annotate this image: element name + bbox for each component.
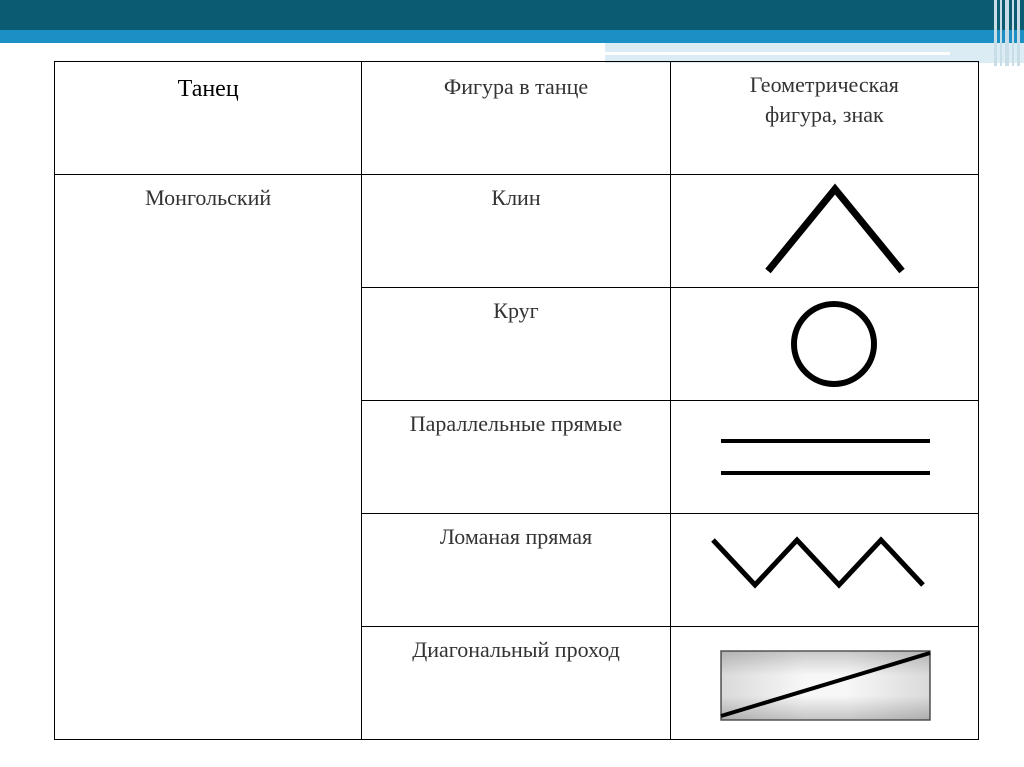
wedge-icon (671, 175, 979, 287)
symbol-cell (670, 175, 978, 288)
table-header-row (55, 62, 979, 175)
header-stripes (992, 0, 1024, 66)
figure-cell (362, 514, 670, 627)
header-dark-bar (0, 0, 1024, 30)
header-blue-bar (0, 30, 1024, 43)
slide-header (0, 0, 1024, 70)
figure-cell (362, 627, 670, 740)
header-dance: Танец (177, 76, 239, 102)
figure-name: Круг (493, 298, 539, 323)
symbol-cell (670, 401, 978, 514)
circle-icon (671, 288, 979, 400)
header-cell-sign (670, 62, 978, 175)
symbol-cell (670, 514, 978, 627)
zigzag-icon (671, 514, 979, 626)
figure-name: Диагональный проход (412, 637, 620, 662)
header-cell-figure (362, 62, 670, 175)
symbol-cell (670, 627, 978, 740)
figure-name: Клин (491, 185, 541, 210)
dance-name: Монгольский (145, 185, 272, 210)
figure-name: Параллельные прямые (409, 411, 623, 436)
diagonal-box-icon (671, 627, 979, 739)
figure-cell (362, 175, 670, 288)
figure-cell (362, 288, 670, 401)
symbol-cell (670, 288, 978, 401)
header-white-line (605, 52, 950, 55)
dance-cell (55, 175, 362, 740)
dance-figures-table (54, 61, 979, 740)
header-figure: Фигура в танце (443, 74, 589, 99)
figure-cell (362, 401, 670, 514)
table-row (55, 175, 979, 288)
figure-name: Ломаная прямая (439, 524, 593, 549)
parallel-lines-icon (671, 401, 979, 513)
header-geometric-sign: Геометрическая фигура, знак (749, 72, 899, 127)
header-cell-dance (55, 62, 362, 175)
